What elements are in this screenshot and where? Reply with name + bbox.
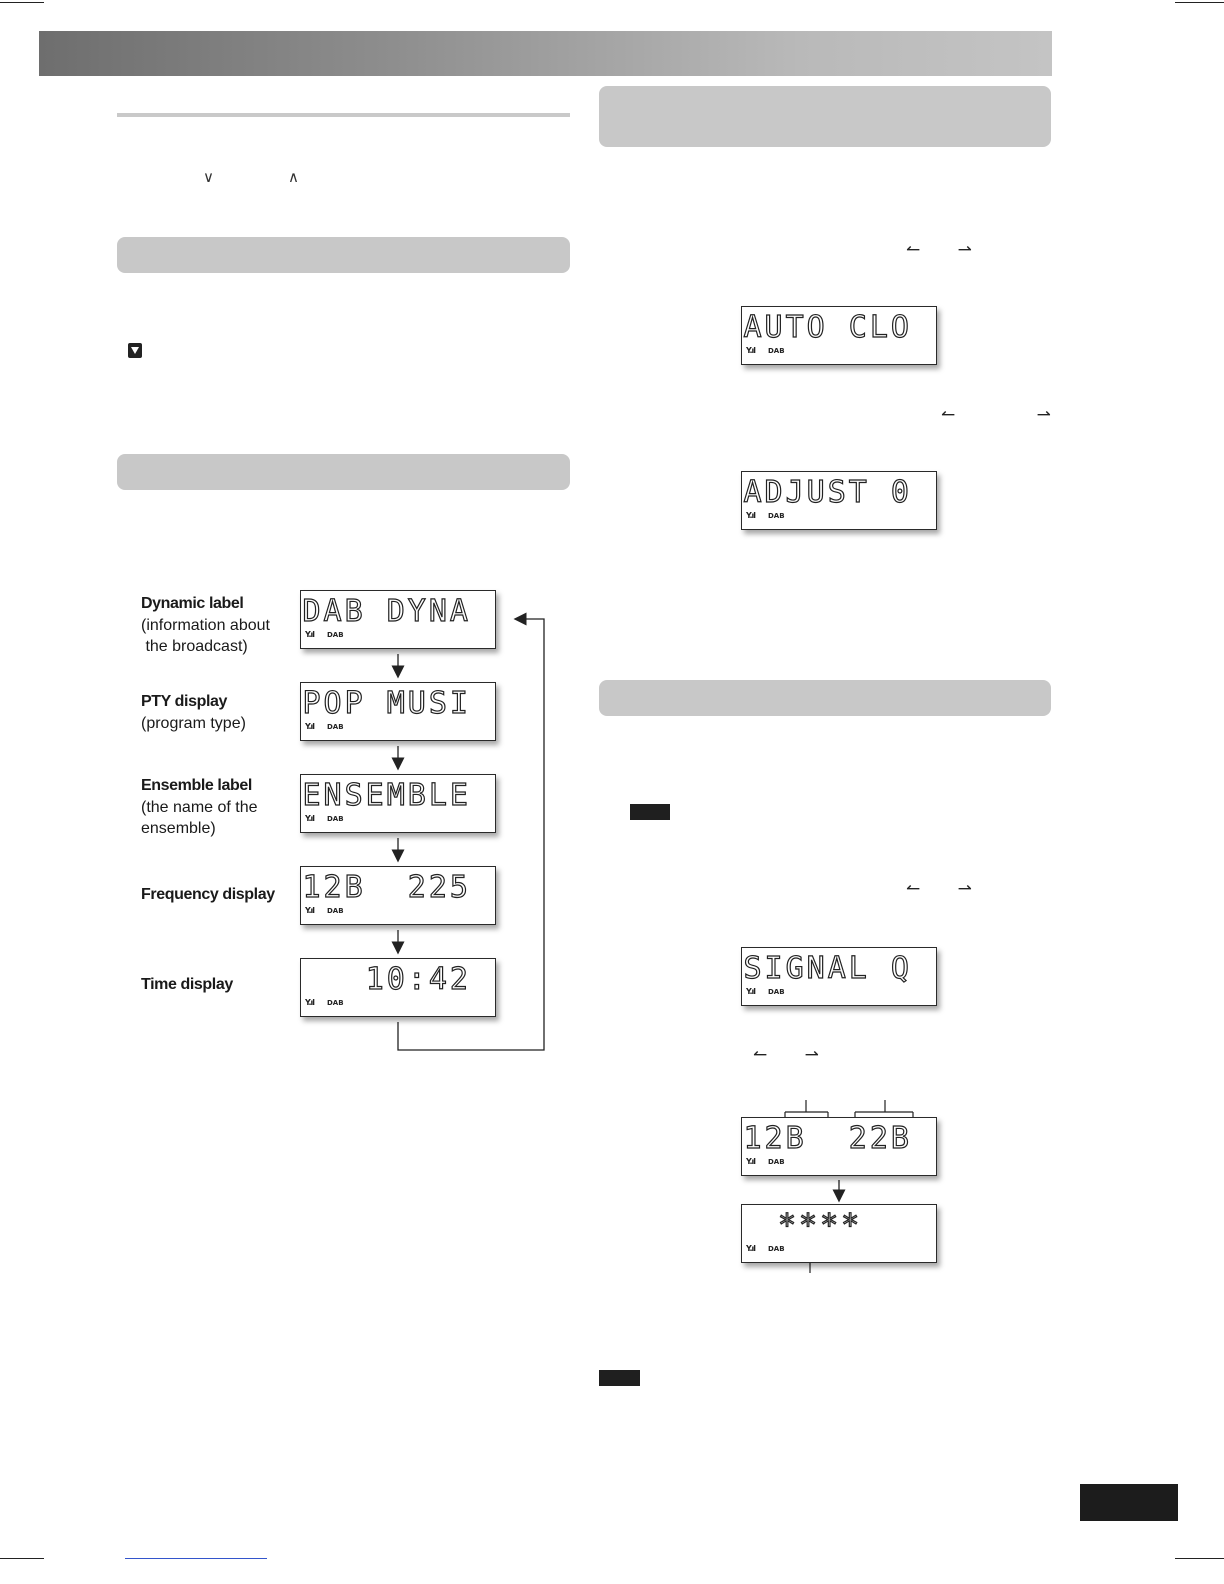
flow-label-sub: the broadcast) (141, 638, 248, 655)
signal-strength-icon: Y.ıl (305, 998, 314, 1007)
signal-strength-icon: Y.ıl (746, 987, 755, 996)
signal-strength-icon: Y.ıl (746, 511, 755, 520)
section-heading-bar-4 (599, 680, 1051, 716)
lcd-text: 12B 22B (743, 1121, 912, 1156)
dab-indicator: DAB (768, 512, 785, 520)
lcd-adjust (741, 471, 937, 530)
dab-indicator: DAB (327, 999, 344, 1007)
lcd-text: ENSEMBLE (302, 778, 471, 813)
note-tag (599, 1370, 640, 1386)
dab-indicator: DAB (768, 1245, 785, 1253)
section-heading-bar-3 (599, 86, 1051, 147)
lcd-text: POP MUSI (302, 686, 471, 721)
lcd-text: 12B 225 (302, 870, 471, 905)
dab-indicator: DAB (327, 723, 344, 731)
dab-indicator: DAB (768, 1158, 785, 1166)
page-number-box (1080, 1484, 1178, 1521)
lcd-auto-clock (741, 306, 937, 365)
signal-strength-icon: Y.ıl (305, 722, 314, 731)
flow-label-title: Ensemble label (141, 777, 252, 794)
flow-label-title: Time display (141, 976, 233, 993)
flow-label-title: PTY display (141, 693, 228, 710)
lcd-text: AUTO CLO (743, 310, 912, 345)
lcd-text: **** (778, 1208, 863, 1243)
dab-indicator: DAB (327, 815, 344, 823)
flow-label-title: Dynamic label (141, 595, 244, 612)
lcd-text: DAB DYNA (302, 594, 471, 629)
left-right-arrows-icon: ↼ ⇀ (941, 405, 1089, 425)
footer-link-underline (125, 1558, 267, 1559)
flow-label-title: Frequency display (141, 886, 275, 903)
note-tag (630, 804, 670, 820)
lcd-signal (741, 947, 937, 1006)
dab-indicator: DAB (327, 631, 344, 639)
left-right-arrows-icon: ↼ ⇀ (753, 1045, 835, 1065)
left-right-arrows-icon: ↼ ⇀ (906, 879, 988, 899)
chevron-down-icon: ∨ (203, 168, 214, 186)
signal-strength-icon: Y.ıl (746, 346, 755, 355)
dab-indicator: DAB (327, 907, 344, 915)
flow-label-sub: ensemble) (141, 820, 216, 837)
lcd-signal-quality (741, 1204, 937, 1263)
lcd-signal-frequency (741, 1117, 937, 1176)
left-right-arrows-icon: ↼ ⇀ (906, 240, 988, 260)
dab-indicator: DAB (768, 347, 785, 355)
flow-label-sub: (information about (141, 617, 270, 634)
signal-strength-icon: Y.ıl (305, 630, 314, 639)
lcd-text: SIGNAL Q (743, 951, 912, 986)
flow-return-arrow (398, 619, 544, 1050)
lcd-text: ADJUST 0 (743, 475, 912, 510)
lcd-text: 10:42 (365, 962, 471, 997)
dab-indicator: DAB (768, 988, 785, 996)
flow-label-sub: (the name of the (141, 799, 258, 816)
signal-strength-icon: Y.ıl (746, 1244, 755, 1253)
signal-strength-icon: Y.ıl (305, 906, 314, 915)
chevron-up-icon: ∧ (288, 168, 299, 186)
signal-strength-icon: Y.ıl (746, 1157, 755, 1166)
flow-label-sub: (program type) (141, 715, 246, 732)
signal-strength-icon: Y.ıl (305, 814, 314, 823)
